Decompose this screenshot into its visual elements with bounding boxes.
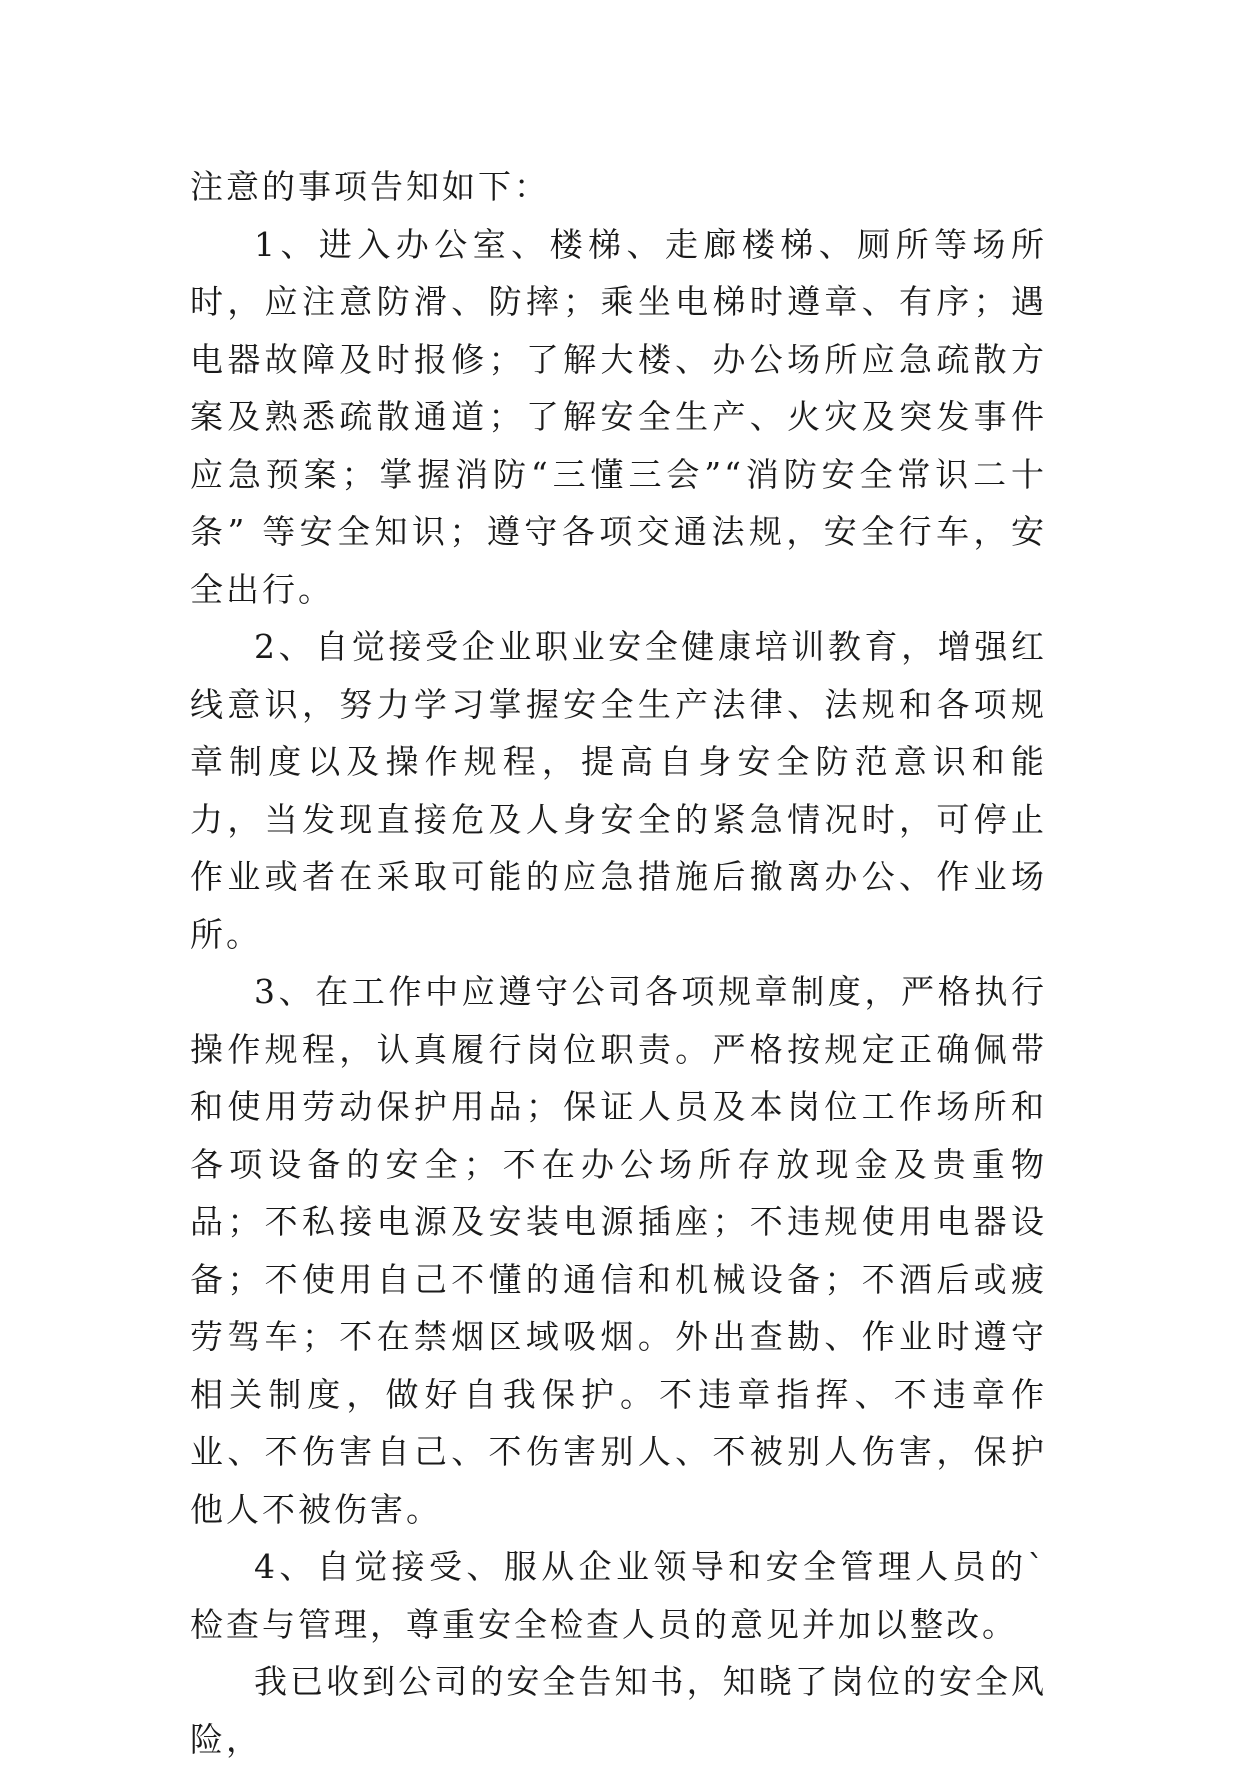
item-3: 3、在工作中应遵守公司各项规章制度，严格执行操作规程，认真履行岗位职责。严格按规定正确佩带和使用劳动保护用品；保证人员及本岗位工作场所和各项设备的安全；不在办公场所存放现金及贵重物品；不私接电源及安装电源插座；不违规使用电器设备；不使用自己不懂的通信和机械设备；不酒后或疲劳驾车；不在禁烟区域吸烟。外出查勘、作业时遵守相关制度，做好自我保护。不违章指挥、不违章作业、不伤害自己、不伤害别人、不被别人伤害，保护他人不被伤害。 xyxy=(190,972,1047,1529)
item-4: 4、自觉接受、服从企业领导和安全管理人员的`检查与管理，尊重安全检查人员的意见并加以整改。 xyxy=(190,1547,1047,1644)
closing-line: 我已收到公司的安全告知书，知晓了岗位的安全风险， xyxy=(190,1662,1047,1759)
document-body xyxy=(190,158,1047,1768)
item-2: 2、自觉接受企业职业安全健康培训教育，增强红线意识，努力学习掌握安全生产法律、法规和各项规章制度以及操作规程，提高自身安全防范意识和能力，当发现直接危及人身安全的紧急情况时，可停止作业或者在采取可能的应急措施后撤离办公、作业场所。 xyxy=(190,627,1047,954)
item-1: 1、进入办公室、楼梯、走廊楼梯、厕所等场所时，应注意防滑、防摔；乘坐电梯时遵章、有序；遇电器故障及时报修；了解大楼、办公场所应急疏散方案及熟悉疏散通道；了解安全生产、火灾及突发事件应急预案；掌握消防“三懂三会”“消防安全常识二十条” 等安全知识；遵守各项交通法规，安全行车，安全出行。 xyxy=(190,224,1047,609)
opening-line: 注意的事项告知如下： xyxy=(190,167,550,206)
